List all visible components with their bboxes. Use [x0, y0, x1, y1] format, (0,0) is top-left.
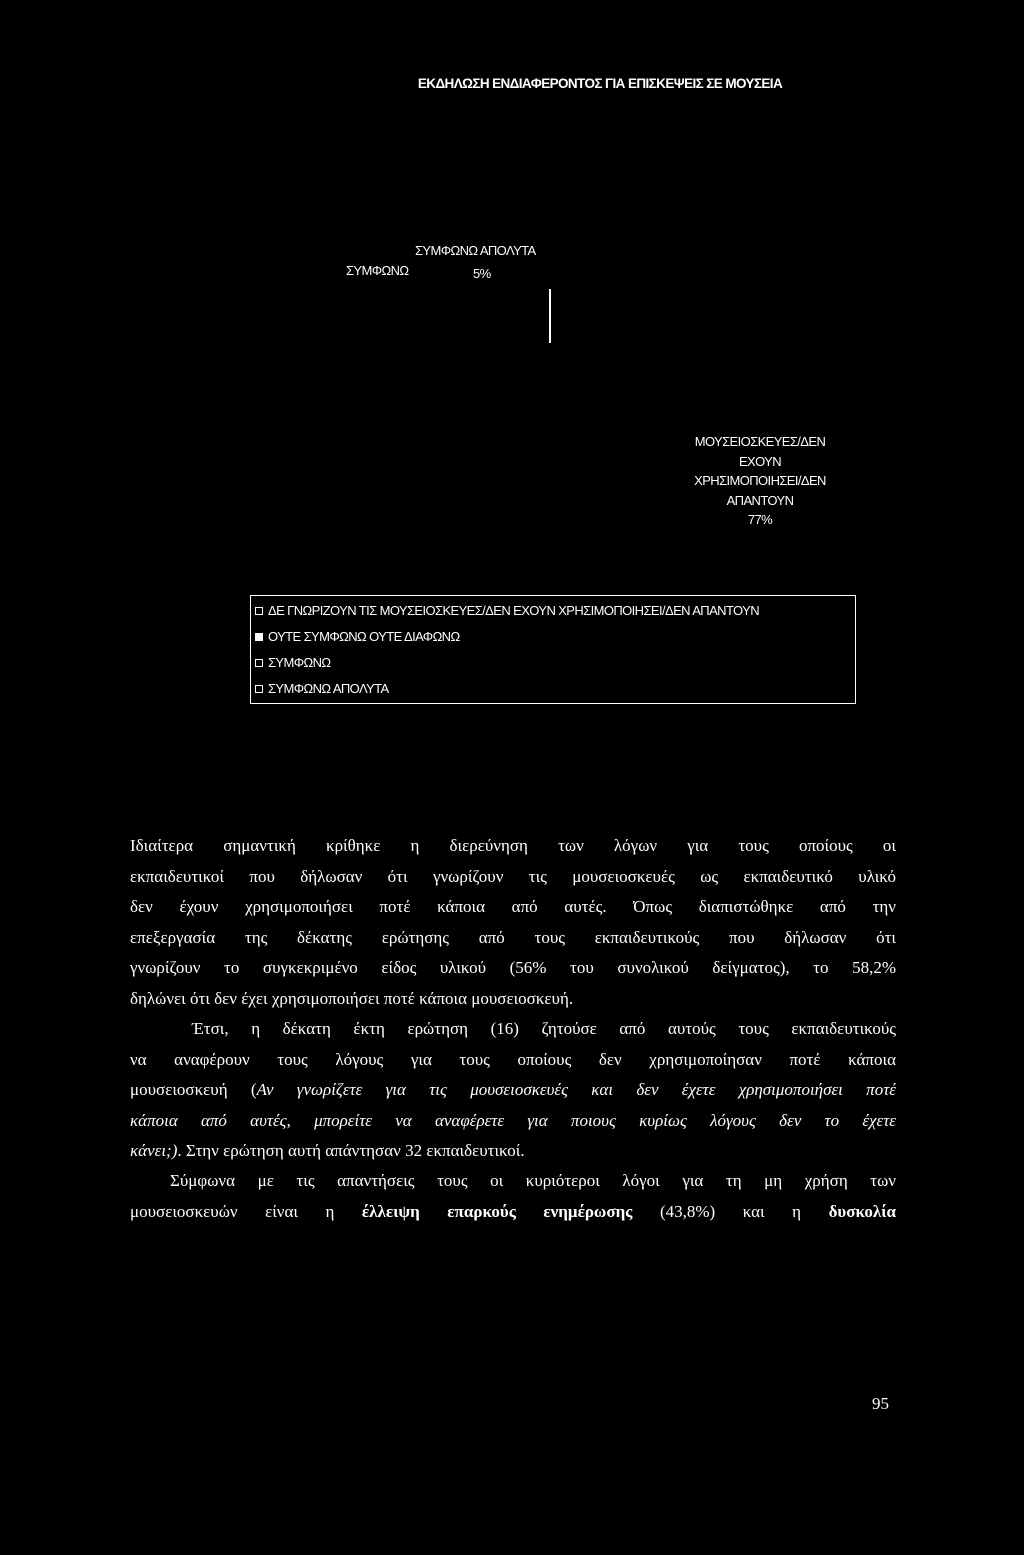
question-quote: κάποια από αυτές, μπορείτε να αναφέρετε για ποιους κυρίως λόγους δεν το έχετε	[130, 1110, 896, 1130]
text-line: επεξεργασία της δέκατης ερώτησης από τους εκπαιδευτικούς που δήλωσαν ότι	[130, 927, 896, 947]
text-plain: (43,8%) και η	[632, 1201, 829, 1221]
text-line	[130, 1075, 896, 1106]
pie-slice-divider	[549, 289, 551, 343]
text-line: δεν έχουν χρησιμοποιήσει ποτέ κάποια από αυτές. Όπως διαπιστώθηκε από την	[130, 897, 896, 916]
chart-title: ΕΚΔΗΛΩΣΗ ΕΝΔΙΑΦΕΡΟΝΤΟΣ ΓΙΑ ΕΠΙΣΚΕΨΕΙΣ ΣΕ ΜΟΥΣΕΙΑ	[417, 76, 783, 91]
paragraph-1	[130, 831, 896, 1014]
legend-item	[255, 603, 759, 618]
text-plain: . Στην ερώτηση αυτή απάντησαν 32 εκπαιδευτικοί.	[177, 1141, 525, 1160]
legend-swatch	[255, 685, 263, 693]
bold-phrase: δυσκολία	[828, 1201, 897, 1221]
text-line	[130, 1197, 896, 1228]
legend-swatch	[255, 633, 263, 641]
text-plain: μουσειοσκευή (	[130, 1080, 257, 1099]
slice-label-symfono-apolyta: ΣΥΜΦΩΝΩ ΑΠΟΛΥΤΑ	[415, 243, 536, 258]
legend-item	[255, 629, 460, 644]
slice-label-line: ΕΧΟΥΝ	[738, 453, 782, 469]
text-line	[130, 1136, 896, 1167]
text-plain: μουσειοσκευών είναι η	[130, 1201, 362, 1221]
paragraph-3	[130, 1166, 896, 1227]
text-line	[130, 1106, 896, 1137]
slice-label-line: ΜΟΥΣΕΙΟΣΚΕΥΕΣ/ΔΕΝ	[694, 434, 826, 449]
text-line: εκπαιδευτικοί που δήλωσαν ότι γνωρίζουν τις μουσειοσκευές ως εκπαιδευτικό υλικό	[130, 866, 896, 886]
text-line: δηλώνει ότι δεν έχει χρησιμοποιήσει ποτέ κάποια μουσειοσκευή.	[130, 988, 574, 1008]
slice-value-symfono-apolyta: 5%	[473, 266, 491, 281]
slice-value: 77%	[747, 512, 773, 527]
question-quote: κάνει;)	[130, 1141, 178, 1160]
text-line: Σύμφωνα με τις απαντήσεις τους οι κυριότεροι λόγοι για τη μη χρήση των	[170, 1171, 896, 1190]
bold-phrase: έλλειψη επαρκούς ενημέρωσης	[361, 1201, 633, 1221]
legend-swatch	[255, 607, 263, 615]
legend-item	[255, 681, 389, 696]
slice-label-den-gnorizoun	[660, 432, 860, 530]
legend-label: ΟΥΤΕ ΣΥΜΦΩΝΩ ΟΥΤΕ ΔΙΑΦΩΝΩ	[268, 629, 460, 644]
legend-item	[255, 655, 331, 670]
legend-label: ΣΥΜΦΩΝΩ ΑΠΟΛΥΤΑ	[268, 681, 389, 696]
text-line: γνωρίζουν το συγκεκριμένο είδος υλικού (56% του συνολικού δείγματος), το 58,2%	[130, 958, 896, 977]
slice-label-line: ΧΡΗΣΙΜΟΠΟΙΗΣΕΙ/ΔΕΝ	[694, 473, 826, 488]
text-line: Ιδιαίτερα σημαντική κρίθηκε η διερεύνηση των λόγων για τους οποίους οι	[130, 836, 896, 855]
slice-label-symfono: ΣΥΜΦΩΝΩ	[346, 263, 409, 278]
paragraph-2	[130, 1014, 896, 1167]
slice-label-line: ΑΠΑΝΤΟΥΝ	[726, 492, 794, 508]
text-line: να αναφέρουν τους λόγους για τους οποίους δεν χρησιμοποίησαν ποτέ κάποια	[130, 1049, 896, 1069]
legend-swatch	[255, 659, 263, 667]
page-number: 95	[872, 1394, 889, 1413]
chart-legend	[250, 595, 856, 704]
legend-label: ΣΥΜΦΩΝΩ	[268, 655, 331, 670]
question-quote: Αν γνωρίζετε για τις μουσειοσκευές και δεν έχετε χρησιμοποιήσει ποτέ	[256, 1080, 896, 1099]
legend-label: ΔΕ ΓΝΩΡΙΖΟΥΝ ΤΙΣ ΜΟΥΣΕΙΟΣΚΕΥΕΣ/ΔΕΝ ΕΧΟΥΝ ΧΡΗΣΙΜΟΠΟΙΗΣΕΙ/ΔΕΝ ΑΠΑΝΤΟΥΝ	[268, 603, 760, 618]
text-line: Έτσι, η δέκατη έκτη ερώτηση (16) ζητούσε από αυτούς τους εκπαιδευτικούς	[192, 1019, 896, 1038]
